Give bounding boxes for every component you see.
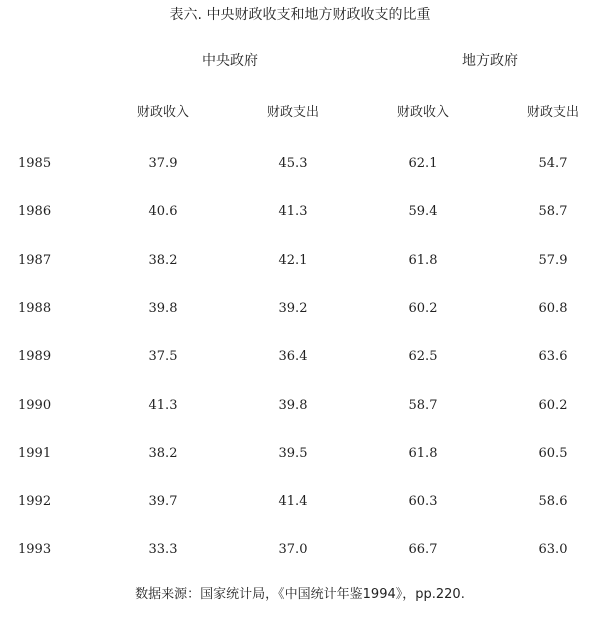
cell-local-expenditure: 60.8 [538, 301, 568, 316]
row-year: 1985 [18, 156, 52, 171]
cell-central-expenditure: 37.0 [278, 542, 308, 557]
cell-central-revenue: 37.9 [148, 156, 178, 171]
cell-central-revenue: 39.7 [148, 494, 178, 509]
row-year: 1987 [18, 253, 52, 268]
cell-local-expenditure: 63.6 [538, 349, 568, 364]
cell-local-expenditure: 57.9 [538, 253, 568, 268]
row-year: 1989 [18, 349, 52, 364]
cell-central-expenditure: 39.2 [278, 301, 308, 316]
cell-local-expenditure: 60.5 [538, 446, 568, 461]
cell-central-revenue: 39.8 [148, 301, 178, 316]
row-year: 1991 [18, 446, 52, 461]
source-note: 数据来源：国家统计局，《中国统计年鉴1994》，pp.220. [135, 587, 465, 602]
cell-local-expenditure: 58.7 [538, 204, 568, 219]
cell-local-revenue: 60.3 [408, 494, 438, 509]
cell-local-revenue: 62.1 [408, 156, 438, 171]
cell-central-expenditure: 42.1 [278, 253, 308, 268]
cell-local-revenue: 66.7 [408, 542, 438, 557]
cell-central-expenditure: 39.5 [278, 446, 308, 461]
row-year: 1993 [18, 542, 52, 557]
cell-local-expenditure: 54.7 [538, 156, 568, 171]
cell-local-revenue: 59.4 [408, 204, 438, 219]
cell-local-revenue: 60.2 [408, 301, 438, 316]
group-header-central: 中央政府 [202, 53, 258, 69]
cell-local-revenue: 61.8 [408, 253, 438, 268]
cell-central-revenue: 33.3 [148, 542, 178, 557]
column-header-local-revenue: 财政收入 [396, 105, 449, 120]
row-year: 1986 [18, 204, 52, 219]
cell-central-expenditure: 41.4 [278, 494, 308, 509]
cell-central-revenue: 41.3 [148, 398, 178, 413]
cell-central-expenditure: 36.4 [278, 349, 308, 364]
table-title: 表六. 中央财政收支和地方财政收支的比重 [169, 7, 431, 23]
row-year: 1992 [18, 494, 52, 509]
cell-central-expenditure: 41.3 [278, 204, 308, 219]
row-year: 1988 [18, 301, 52, 316]
cell-local-expenditure: 60.2 [538, 398, 568, 413]
cell-central-revenue: 38.2 [148, 446, 178, 461]
cell-local-expenditure: 63.0 [538, 542, 568, 557]
cell-local-revenue: 58.7 [408, 398, 438, 413]
cell-local-expenditure: 58.6 [538, 494, 568, 509]
cell-central-revenue: 37.5 [148, 349, 178, 364]
group-header-local: 地方政府 [462, 53, 518, 69]
row-year: 1990 [18, 398, 52, 413]
column-header-local-expenditure: 财政支出 [526, 105, 579, 120]
cell-central-expenditure: 45.3 [278, 156, 308, 171]
column-header-central-revenue: 财政收入 [136, 105, 189, 120]
cell-local-revenue: 61.8 [408, 446, 438, 461]
cell-central-revenue: 38.2 [148, 253, 178, 268]
cell-local-revenue: 62.5 [408, 349, 438, 364]
cell-central-revenue: 40.6 [148, 204, 178, 219]
cell-central-expenditure: 39.8 [278, 398, 308, 413]
column-header-central-expenditure: 财政支出 [266, 105, 319, 120]
